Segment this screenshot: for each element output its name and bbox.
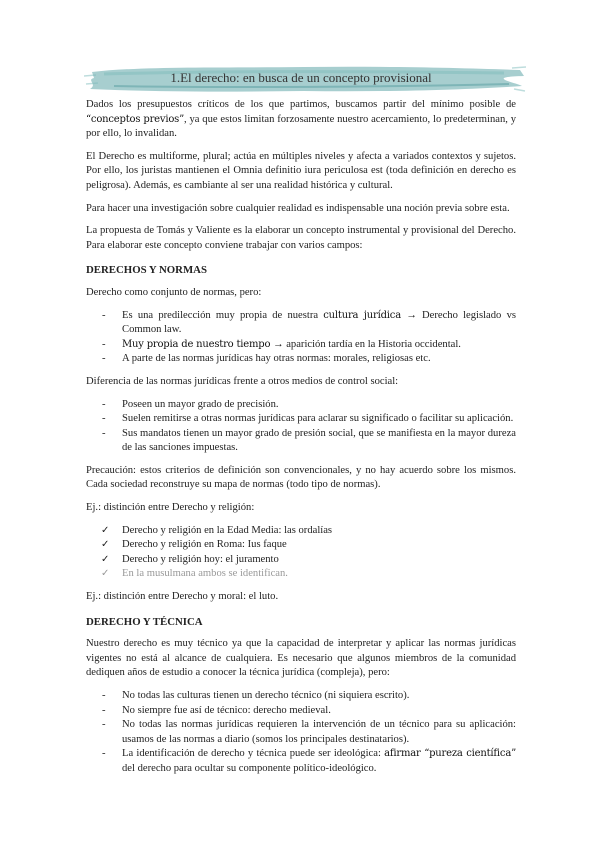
religion-checklist (86, 524, 516, 582)
list-item: - La identificación de derecho y técnica puede ser ideológica: afirmar “pureza científica” del derecho para ocultar su componente político-ideológico. (86, 747, 516, 776)
example-moral: Ej.: distinción entre Derecho y moral: el luto. (86, 591, 279, 603)
title-banner (86, 60, 516, 96)
list-item: - A parte de las normas jurídicas hay otras normas: morales, religiosas etc. (86, 352, 516, 367)
intro-paragraph-1: Dados los presupuestos críticos de los que partimos, buscamos partir del mínimo posible de “conceptos previos”, ya que estos limitan forzosamente nuestro acercamiento, lo predeterminan, y por ello, lo invalidan. (86, 99, 516, 140)
section-heading-derechos-normas: DERECHOS Y NORMAS (86, 264, 207, 277)
list-item: - Poseen un mayor grado de precisión. (86, 398, 516, 413)
intro-paragraph-4: La propuesta de Tomás y Valiente es la elaborar un concepto instrumental y provisional del Derecho. Para elaborar este concepto conviene trabajar con varios campos: (86, 225, 516, 251)
differences-list (86, 398, 516, 456)
list-item: - No todas las culturas tienen un derecho técnico (ni siquiera escrito). (86, 689, 516, 704)
check-item: ✓ Derecho y religión en la Edad Media: las ordalías (86, 524, 516, 539)
technique-list (86, 689, 516, 777)
section-heading-derecho-tecnica: DERECHO Y TÉCNICA (86, 615, 203, 628)
highlight-conceptos-previos: “conceptos previos” (86, 113, 185, 125)
document-page (86, 60, 516, 785)
differences-lead: Diferencia de las normas jurídicas frente a otros medios de control social: (86, 375, 399, 387)
list-item: - Sus mandatos tienen un mayor grado de presión social, que se manifiesta en la mayor dureza de las sanciones impuestas. (86, 427, 516, 456)
highlight-nuestro-tiempo: Muy propia de nuestro tiempo (122, 338, 271, 350)
check-item: ✓ Derecho y religión en Roma: Ius faque (86, 538, 516, 553)
precaution-paragraph: Precaución: estos criterios de definición son convencionales, y no hay acuerdo sobre los mismos. Cada sociedad reconstruye su mapa de normas (todo tipo de normas). (86, 464, 516, 491)
list-item: - Es una predilección muy propia de nuestra cultura jurídica → Derecho legislado vs Common law. (86, 309, 516, 338)
check-item: ✓ Derecho y religión hoy: el juramento (86, 553, 516, 568)
list-item: - No siempre fue así de técnico: derecho medieval. (86, 704, 516, 719)
page-title: 1.El derecho: en busca de un concepto provisional (170, 70, 432, 85)
highlight-cultura-juridica: cultura jurídica (323, 309, 401, 321)
section1-lead: Derecho como conjunto de normas, pero: (86, 286, 262, 298)
list-item: - Suelen remitirse a otras normas jurídicas para aclarar su significado o facilitar su aplicación. (86, 412, 516, 427)
norms-list (86, 309, 516, 367)
list-item: - No todas las normas jurídicas requieren la intervención de un técnico para su aplicación: usamos de las normas a diario (somos los principales destinatarios). (86, 718, 516, 747)
check-item-faded: ✓ En la musulmana ambos se identifican. (86, 567, 516, 582)
highlight-pureza-cientifica: afirmar “pureza científica” (384, 748, 517, 760)
intro-paragraph-3: Para hacer una investigación sobre cualquier realidad es indispensable una noción previa sobre esta. (86, 202, 510, 214)
example-religion-lead: Ej.: distinción entre Derecho y religión: (86, 502, 255, 514)
intro-paragraph-2: El Derecho es multiforme, plural; actúa en múltiples niveles y afecta a variados contextos y sujetos. Por ello, los juristas mantienen el Omnia definitio iura periculosa est (toda definición en derecho es peligrosa). Además, es cambiante al ser una realidad histórica y cultural. (86, 150, 516, 191)
section2-lead: Nuestro derecho es muy técnico ya que la capacidad de interpretar y aplicar las normas jurídicas vigentes no está al alcance de cualquiera. Es necesario que algunos miembros de la comunidad dediquen años de estudio a conocer la técnica jurídica (compleja), pero: (86, 638, 516, 679)
list-item: - Muy propia de nuestro tiempo → aparición tardía en la Historia occidental. (86, 338, 516, 353)
